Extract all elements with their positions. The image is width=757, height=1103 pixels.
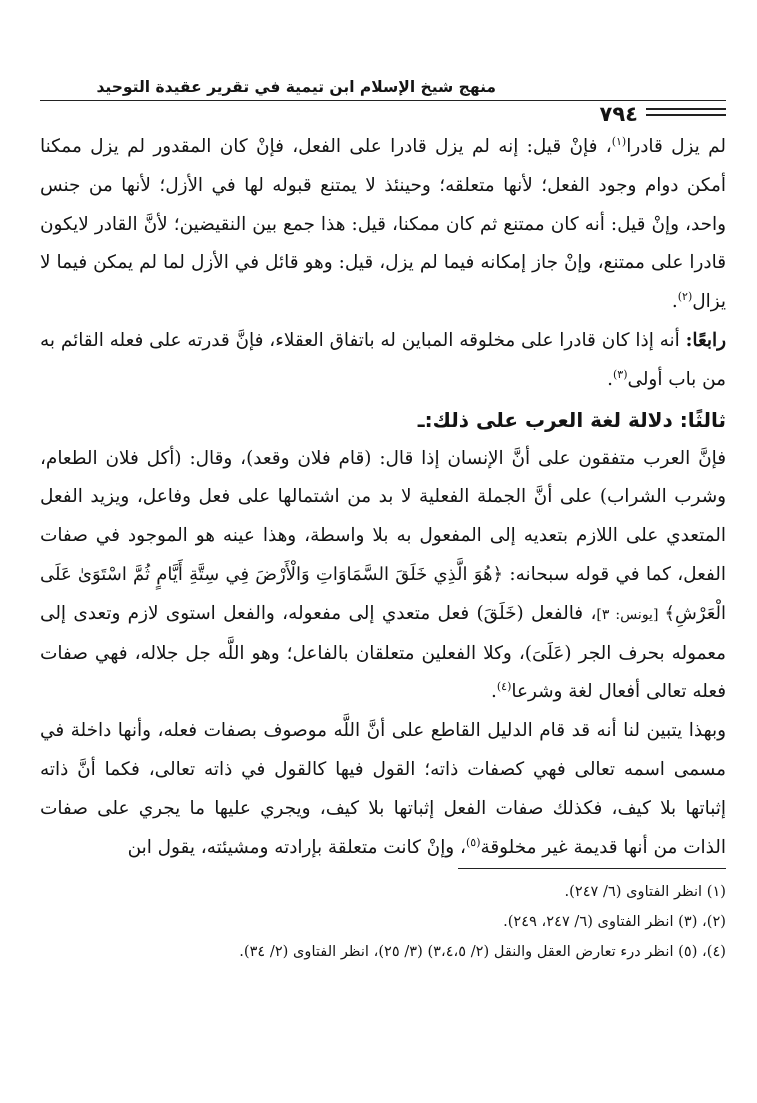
footnote-marker: (٣)	[612, 367, 628, 381]
paragraph-text: وبهذا يتبين لنا أنه قد قام الدليل القاطع على أنَّ اللَّه موصوف بصفات فعله، وأنها داخلة في مسمى اسمه تعالى فهي كصفات ذاته؛ القول فيها كالقول في ذاته تعالى، فكما أنَّ ذاته إثباتها بلا كيف، فكذلك صفات الفعل إثباتها بلا كيف، ويجري عليها ما يجري على صفات الذات من أنها قديمة غير مخلوقة	[40, 720, 726, 858]
paragraph-text: .	[607, 368, 613, 390]
paragraph-2	[40, 322, 726, 400]
section-heading: ثالثًا: دلالة لغة العرب على ذلك:ـ	[417, 407, 726, 432]
paragraph-text: أنه إذا كان قادرا على مخلوقه المباين له باتفاق العقلاء، فإنَّ قدرته على فعله القائم به من باب أولى	[40, 329, 726, 390]
page-number-ornament	[646, 108, 726, 120]
ornament-bar	[646, 114, 726, 116]
footnote-2: (٢)، (٣) انظر الفتاوى (٦/ ٢٤٧، ٢٤٩).	[503, 913, 726, 930]
footnote-marker: (٤)	[496, 680, 512, 694]
paragraph-text: .	[671, 291, 678, 313]
paragraph-1	[40, 128, 726, 322]
running-header	[40, 78, 726, 126]
paragraph-text: لم يزل قادرا	[626, 136, 726, 157]
quran-verse: ﴿هُوَ الَّذِي خَلَقَ السَّمَاوَاتِ وَالْأَرْضَ فِي سِتَّةِ أَيَّامٍ ثُمَّ اسْتَوَىٰ عَلَى الْعَرْشِ﴾	[40, 563, 726, 624]
header-rule	[40, 100, 726, 101]
header-title: منهج شيخ الإسلام ابن تيمية في تقرير عقيدة التوحيد	[96, 78, 496, 96]
footnotes	[40, 868, 726, 967]
paragraph-text: فإنَّ العرب متفقون على أنَّ الإنسان إذا قال: (قام فلان وقعد)، وقال: (أكل فلان الطعام، وشرب الشراب) على أنَّ الجملة الفعلية لا بد من اشتمالها على فعل وفاعل، ويزيد الفعل المتعدي على اللازم بتعديه إلى المفعول به بلا واسطة، وهذا عينه هو الموجود في صفات الفعل، كما في قوله سبحانه:	[40, 447, 726, 585]
main-text	[40, 128, 726, 867]
verse-reference: [يونس: ٣]	[596, 606, 665, 623]
paragraph-text: ، فإنْ قيل: إنه لم يزل قادرا على الفعل، فإنْ كان المقدور لم يزل ممكنا أمكن دوام وجود الفعل؛ لأنها متعلقه؛ وحينئذ لا يمتنع قبوله لها في الأزل؛ لأنها من جنس واحد، وإنْ قيل: أنه كان ممتنع ثم كان ممكنا، قيل: هذا جمع بين النقيضين؛ لأنَّ القادر لايكون قادرا على ممتنع، وإنْ جاز إمكانه فيما لم يزل، قيل: وهو قائل في الأزل لما لم يمكن فيما لا يزال	[40, 136, 726, 313]
paragraph-text: ، فالفعل (خَلَقَ) فعل متعدي إلى مفعوله، والفعل استوى لازم وتعدى إلى معموله بحرف الجر (عَلَىَ)، وكلا الفعلين متعلقان بالفاعل؛ وهو اللَّه جل جلاله، فهي صفات فعله تعالى أفعال لغة وشرعا	[40, 602, 726, 703]
paragraph-lead: رابعًا:	[685, 329, 726, 351]
footnote-1: (١) انظر الفتاوى (٦/ ٢٤٧).	[564, 883, 726, 900]
footnote-rule	[458, 868, 726, 869]
footnote-marker: (١)	[611, 134, 627, 148]
footnote-3: (٤)، (٥) انظر درء تعارض العقل والنقل (٢/ ٣،٤،٥) (٣/ ٢٥)، انظر الفتاوى (٢/ ٣٤).	[239, 943, 726, 960]
paragraph-3	[40, 440, 726, 713]
footnote-marker: (٢)	[677, 290, 693, 304]
page-number: ٧٩٤	[599, 102, 638, 126]
paragraph-text: .	[491, 681, 497, 703]
paragraph-4	[40, 712, 726, 867]
paragraph-text: ، وإنْ كانت متعلقة بإرادته ومشيئته، يقول ابن	[127, 836, 466, 858]
footnote-marker: (٥)	[465, 835, 481, 849]
ornament-bar	[646, 108, 726, 110]
